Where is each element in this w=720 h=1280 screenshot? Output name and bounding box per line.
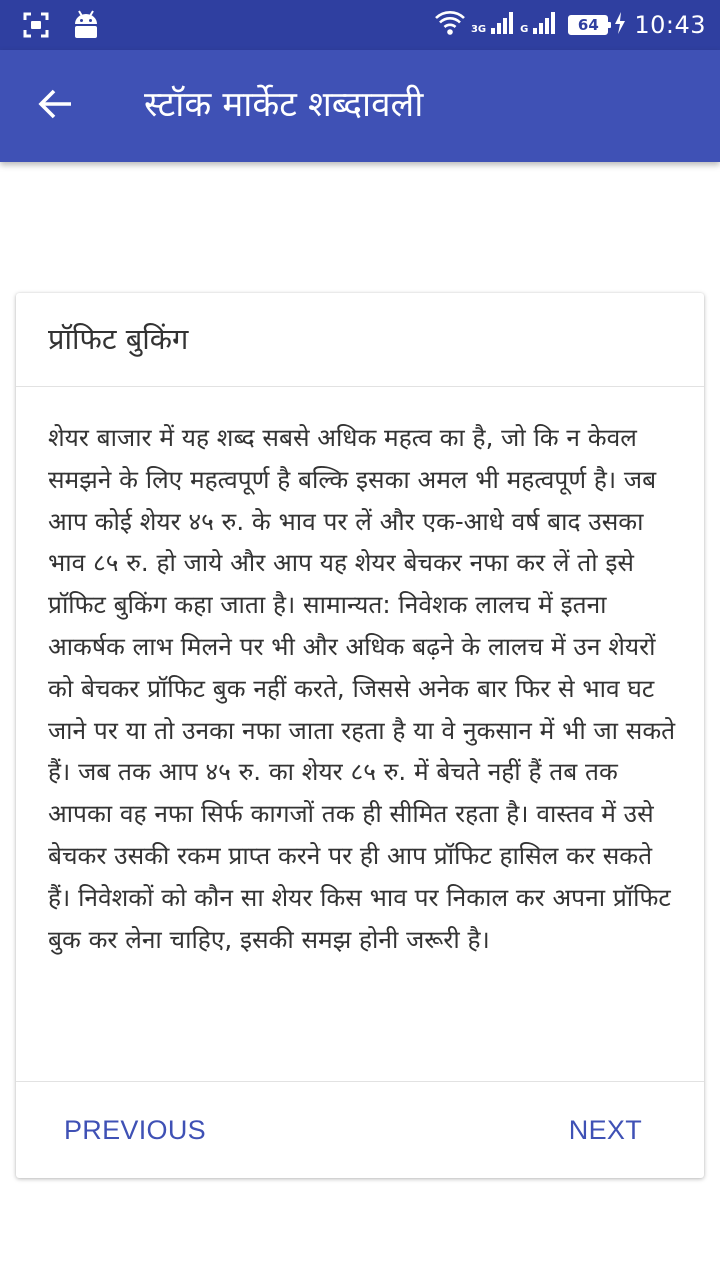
screenshot-icon: [22, 11, 50, 43]
network-type-label-2: G: [520, 24, 529, 35]
card-footer: [16, 1081, 704, 1178]
next-button[interactable]: NEXT: [568, 1115, 642, 1145]
network-type-label: 3G: [470, 24, 487, 35]
term-card: [16, 293, 704, 1178]
status-bar: [0, 0, 720, 50]
card-header: [16, 293, 704, 387]
charging-icon: [614, 12, 626, 38]
term-description: शेयर बाजार में यह शब्द सबसे अधिक महत्व का है, जो कि न केवल समझने के लिए महत्वपूर्ण है बल्कि इसका अमल भी महत्वपूर्ण है। जब आप कोई शेयर ४५ रु. के भाव पर लें और एक-आधे वर्ष बाद उसका भाव ८५ रु. हो जाये और आप यह शेयर बेचकर नफा कर लें तो इसे प्रॉफिट बुकिंग कहा जाता है। सामान्यत: निवेशक लालच में इतना आकर्षक लाभ मिलने पर भी और अधिक बढ़ने के लालच में उन शेयरों को बेचकर प्रॉफिट बुक नहीं करते, जिससे अनेक बार फिर से भाव घट जाने पर या तो उनका नफा जाता रहता है या वे नुकसान में भी जा सकते हैं। जब तक आप ४५ रु. का शेयर ८५ रु. में बेचते नहीं हैं तब तक आपका वह नफा सिर्फ कागजों तक ही सीमित रहता है। वास्तव में उसे बेचकर उसकी रकम प्राप्त करने पर ही आप प्रॉफिट हासिल कर सकते हैं। निवेशकों को कौन सा शेयर किस भाव पर निकाल कर अपना प्रॉफिट बुक कर लेना चाहिए, इसकी समझ होनी जरूरी है।: [48, 423, 676, 954]
previous-button[interactable]: PREVIOUS: [64, 1115, 206, 1145]
page-title: स्टॉक मार्केट शब्दावली: [144, 85, 424, 125]
clock: 10:43: [634, 11, 706, 39]
signal-3g-icon: [490, 11, 514, 39]
signal-g-icon: [532, 11, 556, 39]
wifi-icon: [435, 10, 465, 40]
term-title: प्रॉफिट बुकिंग: [48, 322, 189, 356]
arrow-back-icon: [38, 86, 74, 126]
battery-icon: 64: [568, 15, 608, 35]
android-icon: [72, 10, 100, 44]
app-bar: [0, 50, 720, 162]
back-button[interactable]: [22, 72, 90, 140]
